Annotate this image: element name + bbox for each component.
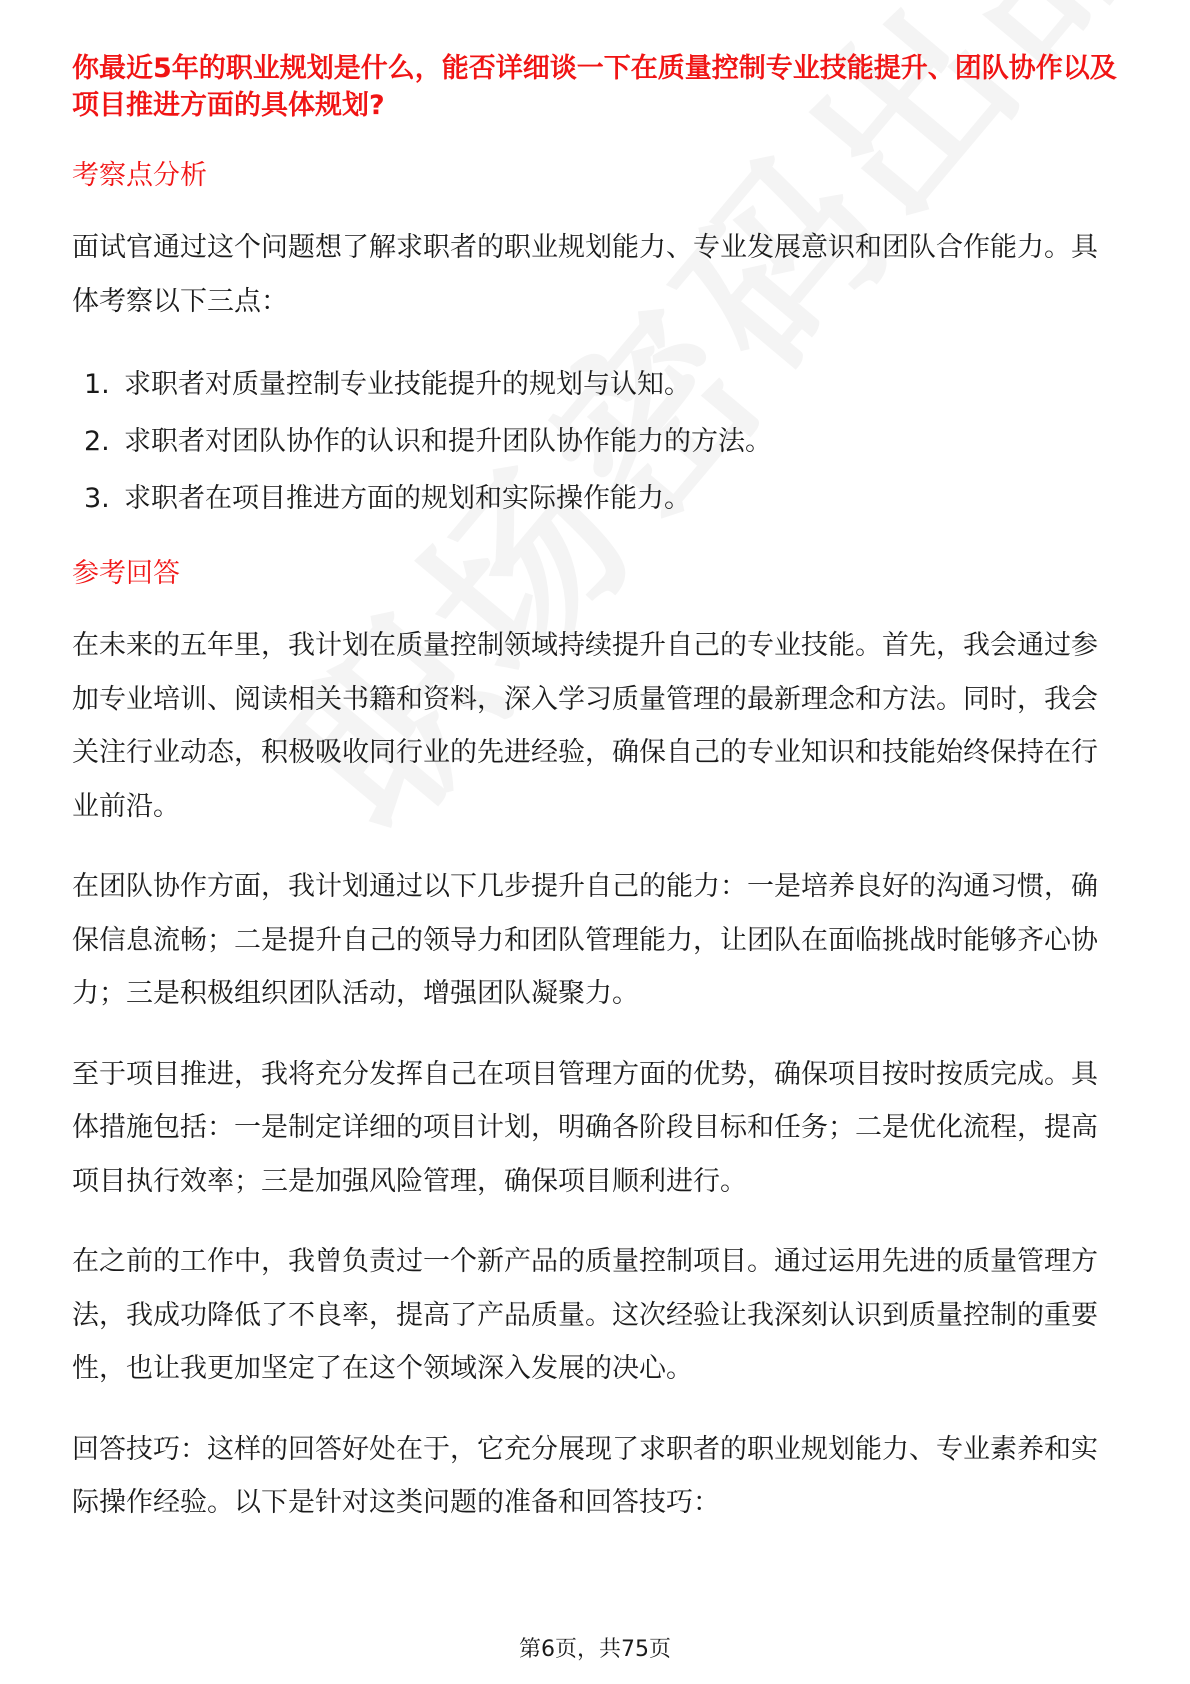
list-item	[72, 470, 1118, 527]
page-number-footer: 第6页，共75页	[519, 1637, 671, 1662]
answer-paragraph: 在未来的五年里，我计划在质量控制领域持续提升自己的专业技能。首先，我会通过参加专业培训、阅读相关书籍和资料，深入学习质量管理的最新理念和方法。同时，我会关注行业动态，积极吸收同行业的先进经验，确保自己的专业知识和技能始终保持在行业前沿。	[72, 630, 1098, 822]
document-page	[72, 50, 1118, 1530]
list-item-text: 求职者对质量控制专业技能提升的规划与认知。	[124, 369, 691, 400]
list-item	[72, 356, 1118, 413]
answer-paragraph: 至于项目推进，我将充分发挥自己在项目管理方面的优势，确保项目按时按质完成。具体措施包括：一是制定详细的项目计划，明确各阶段目标和任务；二是优化流程，提高项目执行效率；三是加强风险管理，确保项目顺利进行。	[72, 1058, 1098, 1197]
list-item-number: 3.	[84, 483, 110, 514]
answer-paragraph: 在之前的工作中，我曾负责过一个新产品的质量控制项目。通过运用先进的质量管理方法，我成功降低了不良率，提高了产品质量。这次经验让我深刻认识到质量控制的重要性，也让我更加坚定了在这个领域深入发展的决心。	[72, 1246, 1098, 1384]
analysis-intro: 面试官通过这个问题想了解求职者的职业规划能力、专业发展意识和团队合作能力。具体考察以下三点：	[72, 232, 1098, 317]
list-item-text: 求职者对团队协作的认识和提升团队协作能力的方法。	[124, 426, 772, 457]
answer-paragraph: 在团队协作方面，我计划通过以下几步提升自己的能力：一是培养良好的沟通习惯，确保信息流畅；二是提升自己的领导力和团队管理能力，让团队在面临挑战时能够齐心协力；三是积极组织团队活动，增强团队凝聚力。	[72, 871, 1098, 1009]
analysis-heading: 考察点分析	[72, 160, 207, 191]
list-item-number: 1.	[84, 369, 110, 400]
answer-tips-paragraph: 回答技巧：这样的回答好处在于，它充分展现了求职者的职业规划能力、专业素养和实际操作经验。以下是针对这类问题的准备和回答技巧：	[72, 1433, 1098, 1518]
analysis-list	[72, 356, 1118, 527]
answer-heading: 参考回答	[72, 558, 180, 589]
list-item	[72, 413, 1118, 470]
list-item-number: 2.	[84, 426, 110, 457]
list-item-text: 求职者在项目推进方面的规划和实际操作能力。	[124, 483, 691, 514]
question-title: 你最近5年的职业规划是什么，能否详细谈一下在质量控制专业技能提升、团队协作以及项目推进方面的具体规划?	[72, 53, 1117, 121]
